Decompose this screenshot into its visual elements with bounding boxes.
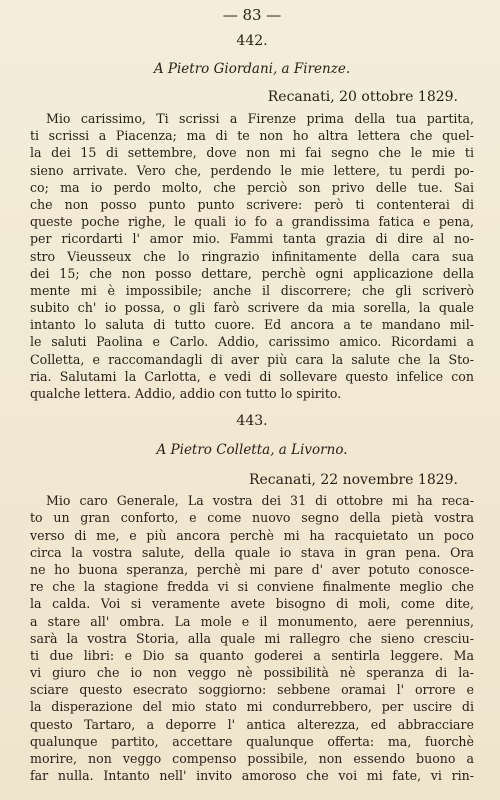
text-line: Colletta, e raccomandagli di aver più cara la salute che la Sto- — [30, 351, 474, 367]
text-line: qualunque partito, accettare qualunque offerta: ma, fuorchè — [30, 733, 474, 749]
text-line: circa la vostra salute, della quale io stava in gran pena. Ora — [30, 544, 474, 560]
text-line: stro Vieusseux che lo ringrazio infinitamente della cara sua — [30, 248, 474, 264]
text-line: to un gran conforto, e come nuovo segno della pietà vostra — [30, 510, 474, 526]
letter-recipient: A Pietro Giordani, a Firenze. — [153, 61, 351, 77]
text-line: la disperazione del mio stato mi condurrebbero, per uscire di — [30, 699, 474, 715]
text-line: re che la stagione fredda vi si conviene finalmente meglio che — [30, 579, 474, 595]
text-line: queste poche righe, le quali io fo a grandissima fatica e pena, — [30, 214, 474, 230]
letter-number: 443. — [236, 413, 268, 430]
text-line: vi giuro che io non veggo nè possibilità nè speranza di la- — [30, 665, 474, 681]
text-line: Mio carissimo, Ti scrissi a Firenze prima della tua partita, — [46, 111, 474, 126]
text-line: ne ho buona speranza, perchè mi pare d' aver potuto conosce- — [30, 561, 474, 577]
text-line: qualche lettera. Addio, addio con tutto lo spirito. — [30, 386, 342, 401]
letter-dateline: Recanati, 22 novembre 1829. — [248, 472, 458, 489]
letter-body — [30, 110, 474, 402]
text-line: sarà la vostra Storia, alla quale mi rallegro che sieno cresciu- — [30, 630, 474, 646]
letter-body — [30, 492, 474, 784]
text-line: la calda. Voi si veramente avete bisogno di moli, come dite, — [30, 596, 474, 612]
text-line: a stare all' ombra. La mole e il monumento, aere perennius, — [30, 613, 474, 629]
letter-dateline: Recanati, 20 ottobre 1829. — [267, 89, 458, 105]
text-line: mente mi è impossibile; anche il discorrere; che gli scriverò — [30, 282, 474, 298]
text-line: sieno arrivate. Vero che, perdendo le mie lettere, tu perdi po- — [30, 162, 474, 178]
text-line: morire, non veggo compenso possibile, non essendo buono a — [30, 751, 474, 766]
text-line: questo Tartaro, a deporre l' antica alterezza, ed abbracciare — [30, 716, 474, 732]
text-line: Mio caro Generale, La vostra dei 31 di ottobre mi ha reca- — [46, 493, 474, 509]
text-line: far nulla. Intanto nell' invito amoroso che voi mi fate, vi rin- — [30, 768, 474, 784]
letter-recipient: A Pietro Colletta, a Livorno. — [156, 442, 348, 459]
text-line: dei 15; che non posso dettare, perchè ogni applicazione della — [30, 265, 474, 281]
text-line: subito ch' io possa, o gli farò scrivere da mia sorella, la quale — [30, 300, 474, 316]
page-number: — 83 — — [222, 6, 282, 24]
text-line: per ricordarti l' amor mio. Fammi tanta grazia di dire al no- — [30, 231, 474, 247]
text-line: che non posso punto punto scrivere: però ti contenterai di — [30, 196, 474, 212]
letter-443 — [30, 410, 474, 784]
letter-442 — [30, 30, 474, 402]
text-line: sciare questo esecrato soggiorno: sebbene oramai l' orrore e — [30, 682, 474, 698]
text-line: ti scrissi a Piacenza; ma di te non ho altra lettera che quel- — [30, 128, 474, 144]
text-line: la dei 15 di settembre, dove non mi fai segno che le mie ti — [30, 145, 474, 161]
text-line: le saluti Paolina e Carlo. Addio, carissimo amico. Ricordami a — [30, 334, 474, 350]
text-line: intanto lo saluta di tutto cuore. Ed ancora a te mandano mil- — [30, 317, 474, 333]
text-line: ti due libri: e Dio sa quanto goderei a sentirla leggere. Ma — [30, 647, 474, 663]
text-line: verso di me, e più ancora perchè mi ha racquietato un poco — [30, 527, 474, 543]
text-line: ria. Salutami la Carlotta, e vedi di sollevare questo infelice con — [30, 368, 474, 384]
text-line: co; ma io perdo molto, che perciò son privo delle tue. Sai — [30, 179, 474, 195]
letter-number: 442. — [236, 33, 268, 49]
